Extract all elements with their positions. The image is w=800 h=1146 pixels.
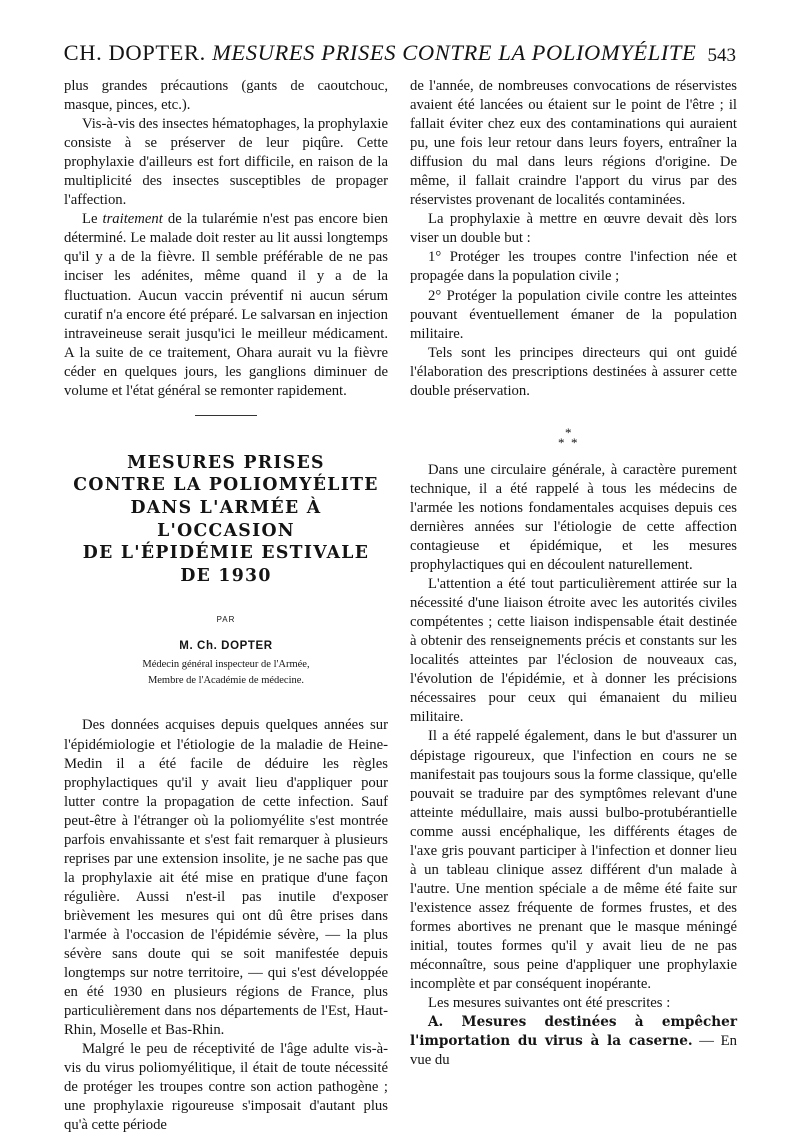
section-heading-paragraph (410, 1013, 737, 1070)
emphasis-text: traitement (102, 211, 163, 228)
article-title-line: DE L'ÉPIDÉMIE ESTIVALE (82, 543, 370, 564)
running-title (60, 40, 700, 66)
paragraph: de l'année, de nombreuses convocations de réservistes avaient été lancées ou étaient sur le point de l'être ; il fallait éviter chez eux des contaminations qui auraient pu, une fois leur retour dans leurs foyers, entraîner la diffusion du mal dans leurs régions d'origine. De même, il fallait craindre l'apport du virus par des réservistes provenant de localités contaminées. (410, 78, 737, 209)
paragraph: Tels sont les principes directeurs qui ont guidé l'élaboration des prescriptions destinées à assurer cette double préservation. (410, 344, 737, 399)
treatment-paragraph: Le traitement de la tularémie n'est pas encore bien déterminé. Le malade doit rester au lit aussi longtemps qu'il y a de la fièvre. Il semble préférable de ne pas inciser les adénites, même quand il y a de la fluctuation. Aucun vaccin préventif ni aucun sérum curatif n'a encore été préparé. Le salvarsan en injection intraveineuse serait jusqu'ici le meilleur médicament. A la suite de ce traitement, Ohara aurait vu la fièvre céder en quelques jours, les ganglions diminuer de volume et l'état général se remonter rapidement. (64, 211, 388, 399)
article-title-line: MESURES PRISES (127, 452, 325, 473)
article-title-line: CONTRE LA POLIOMYÉLITE (73, 475, 379, 496)
author-affiliation: Médecin général inspecteur de l'Armée, (142, 659, 310, 671)
paragraph: Dans une circulaire générale, à caractère purement technique, il a été rappelé à tous les médecins de l'armée les notions fondamentales acquises depuis ces dernières années sur l'étiologie de cette affection contagieuse et épidémique, et les mesures prophylactiques qui en découlent naturellement. (410, 461, 737, 574)
paragraph: plus grandes précautions (gants de caoutchouc, masque, pinces, etc.). (64, 78, 388, 114)
section-separator (195, 415, 257, 416)
paragraph: Malgré le peu de réceptivité de l'âge adulte vis-à-vis du virus poliomyélitique, il était de toute nécessité de protéger les troupes contre son action pathogène ; une prophylaxie rigoureuse s'imposait d'autant plus qu'à cette période (64, 1041, 388, 1134)
article-title (64, 452, 388, 588)
right-column (410, 77, 737, 1070)
list-item: 1° Protéger les troupes contre l'infection née et propagée dans la population civile ; (410, 249, 737, 285)
paragraph: Il a été rappelé également, dans le but d'assurer un dépistage rigoureux, que l'infection en cours ne se manifestait pas toujours sous la forme classique, qu'elle pouvait se traduire par des symptômes relevant d'une atteinte médullaire, mais aussi bulbo-protubérantielle comme aussi encéphalique, les différents étages de l'axe gris pouvant participer à l'infection et donner lieu à un tableau clinique assez différent d'un malade à l'autre. Une mention spéciale a de même été faite sur l'existence assez fréquente de formes frustes, et des formes abortives ne prenant que le masque méningé initial, toutes formes qu'il y avait lieu de ne pas méconnaître, sous peine d'appliquer une prophylaxie incomplète et par conséquent inopérante. (410, 728, 737, 993)
running-article-title: MESURES PRISES CONTRE LA POLIOMYÉLITE (212, 40, 697, 65)
asterisk: * (571, 434, 578, 450)
paragraph: L'attention a été tout particulièrement attirée sur la nécessité d'une liaison étroite avec les autorités civiles compétentes ; cette liaison indispensable était destinée à obtenir des renseignements précis et constants sur les localités atteintes par l'éclosion de nouveaux cas, l'évolution de l'épidémie, et à donner les précisions nécessaires pour ceux qui émanaient du milieu militaire. (410, 576, 737, 726)
article-author: M. Ch. DOPTER (179, 640, 273, 653)
asterisk: * (565, 424, 572, 440)
article-title-line: DE 1930 (180, 565, 272, 586)
article-title-line: DANS L'ARMÉE À L'OCCASION (130, 497, 322, 541)
left-column (64, 77, 388, 1135)
running-header (60, 40, 740, 74)
author-affiliation: Membre de l'Académie de médecine. (147, 675, 305, 687)
paragraph: Des données acquises depuis quelques années sur l'épidémiologie et l'étiologie de la maladie de Heine-Medin il a été facile de déduire les règles prophylactiques qu'il y avait lieu d'appliquer pour lutter contre la propagation de cette infection. Sauf peut-être à l'étranger où la poliomyélite s'est montrée parfois envahissante et s'est fait remarquer à plusieurs reprises par une extension insolite, je ne sache pas que la prophylaxie ait été mise en pratique d'une façon régulière. Aussi n'est-il pas inutile d'exposer brièvement les mesures qui ont dû être prises dans l'armée à l'occasion de l'épidémie sévère, — la plus sévère sans doute qui se soit manifestée depuis longtemps sur notre territoire, — qui s'est développée en été 1930 en plusieurs régions de France, plus particulièrement dans nos départements de l'Est, Haut-Rhin, Moselle et Bas-Rhin. (64, 717, 388, 1039)
article-body-left (64, 716, 388, 1135)
asterism (410, 421, 737, 451)
paragraph: La prophylaxie à mettre en œuvre devait dès lors viser un double but : (410, 211, 737, 247)
section-heading: A. Mesures destinées à empêcher l'importation du virus à la caserne. (410, 1014, 737, 1050)
list-item: 2° Protéger la population civile contre les atteintes pouvant éventuellement émaner de la population militaire. (410, 287, 737, 342)
paragraph: Vis-à-vis des insectes hématophages, la prophylaxie consiste à se préserver de leur piqûre. Cette prophylaxie d'ailleurs est fort difficile, en raison de la multiplicité des insectes susceptibles de propager l'affection. (64, 116, 388, 209)
asterisk: * (558, 434, 565, 450)
byline-par: PAR (216, 615, 236, 625)
paragraph: Les mesures suivantes ont été prescrites : (428, 995, 671, 1012)
running-author: CH. DOPTER. (63, 40, 206, 65)
page-number: 543 (707, 45, 736, 66)
section-continuation: — En vue du (410, 1033, 737, 1069)
